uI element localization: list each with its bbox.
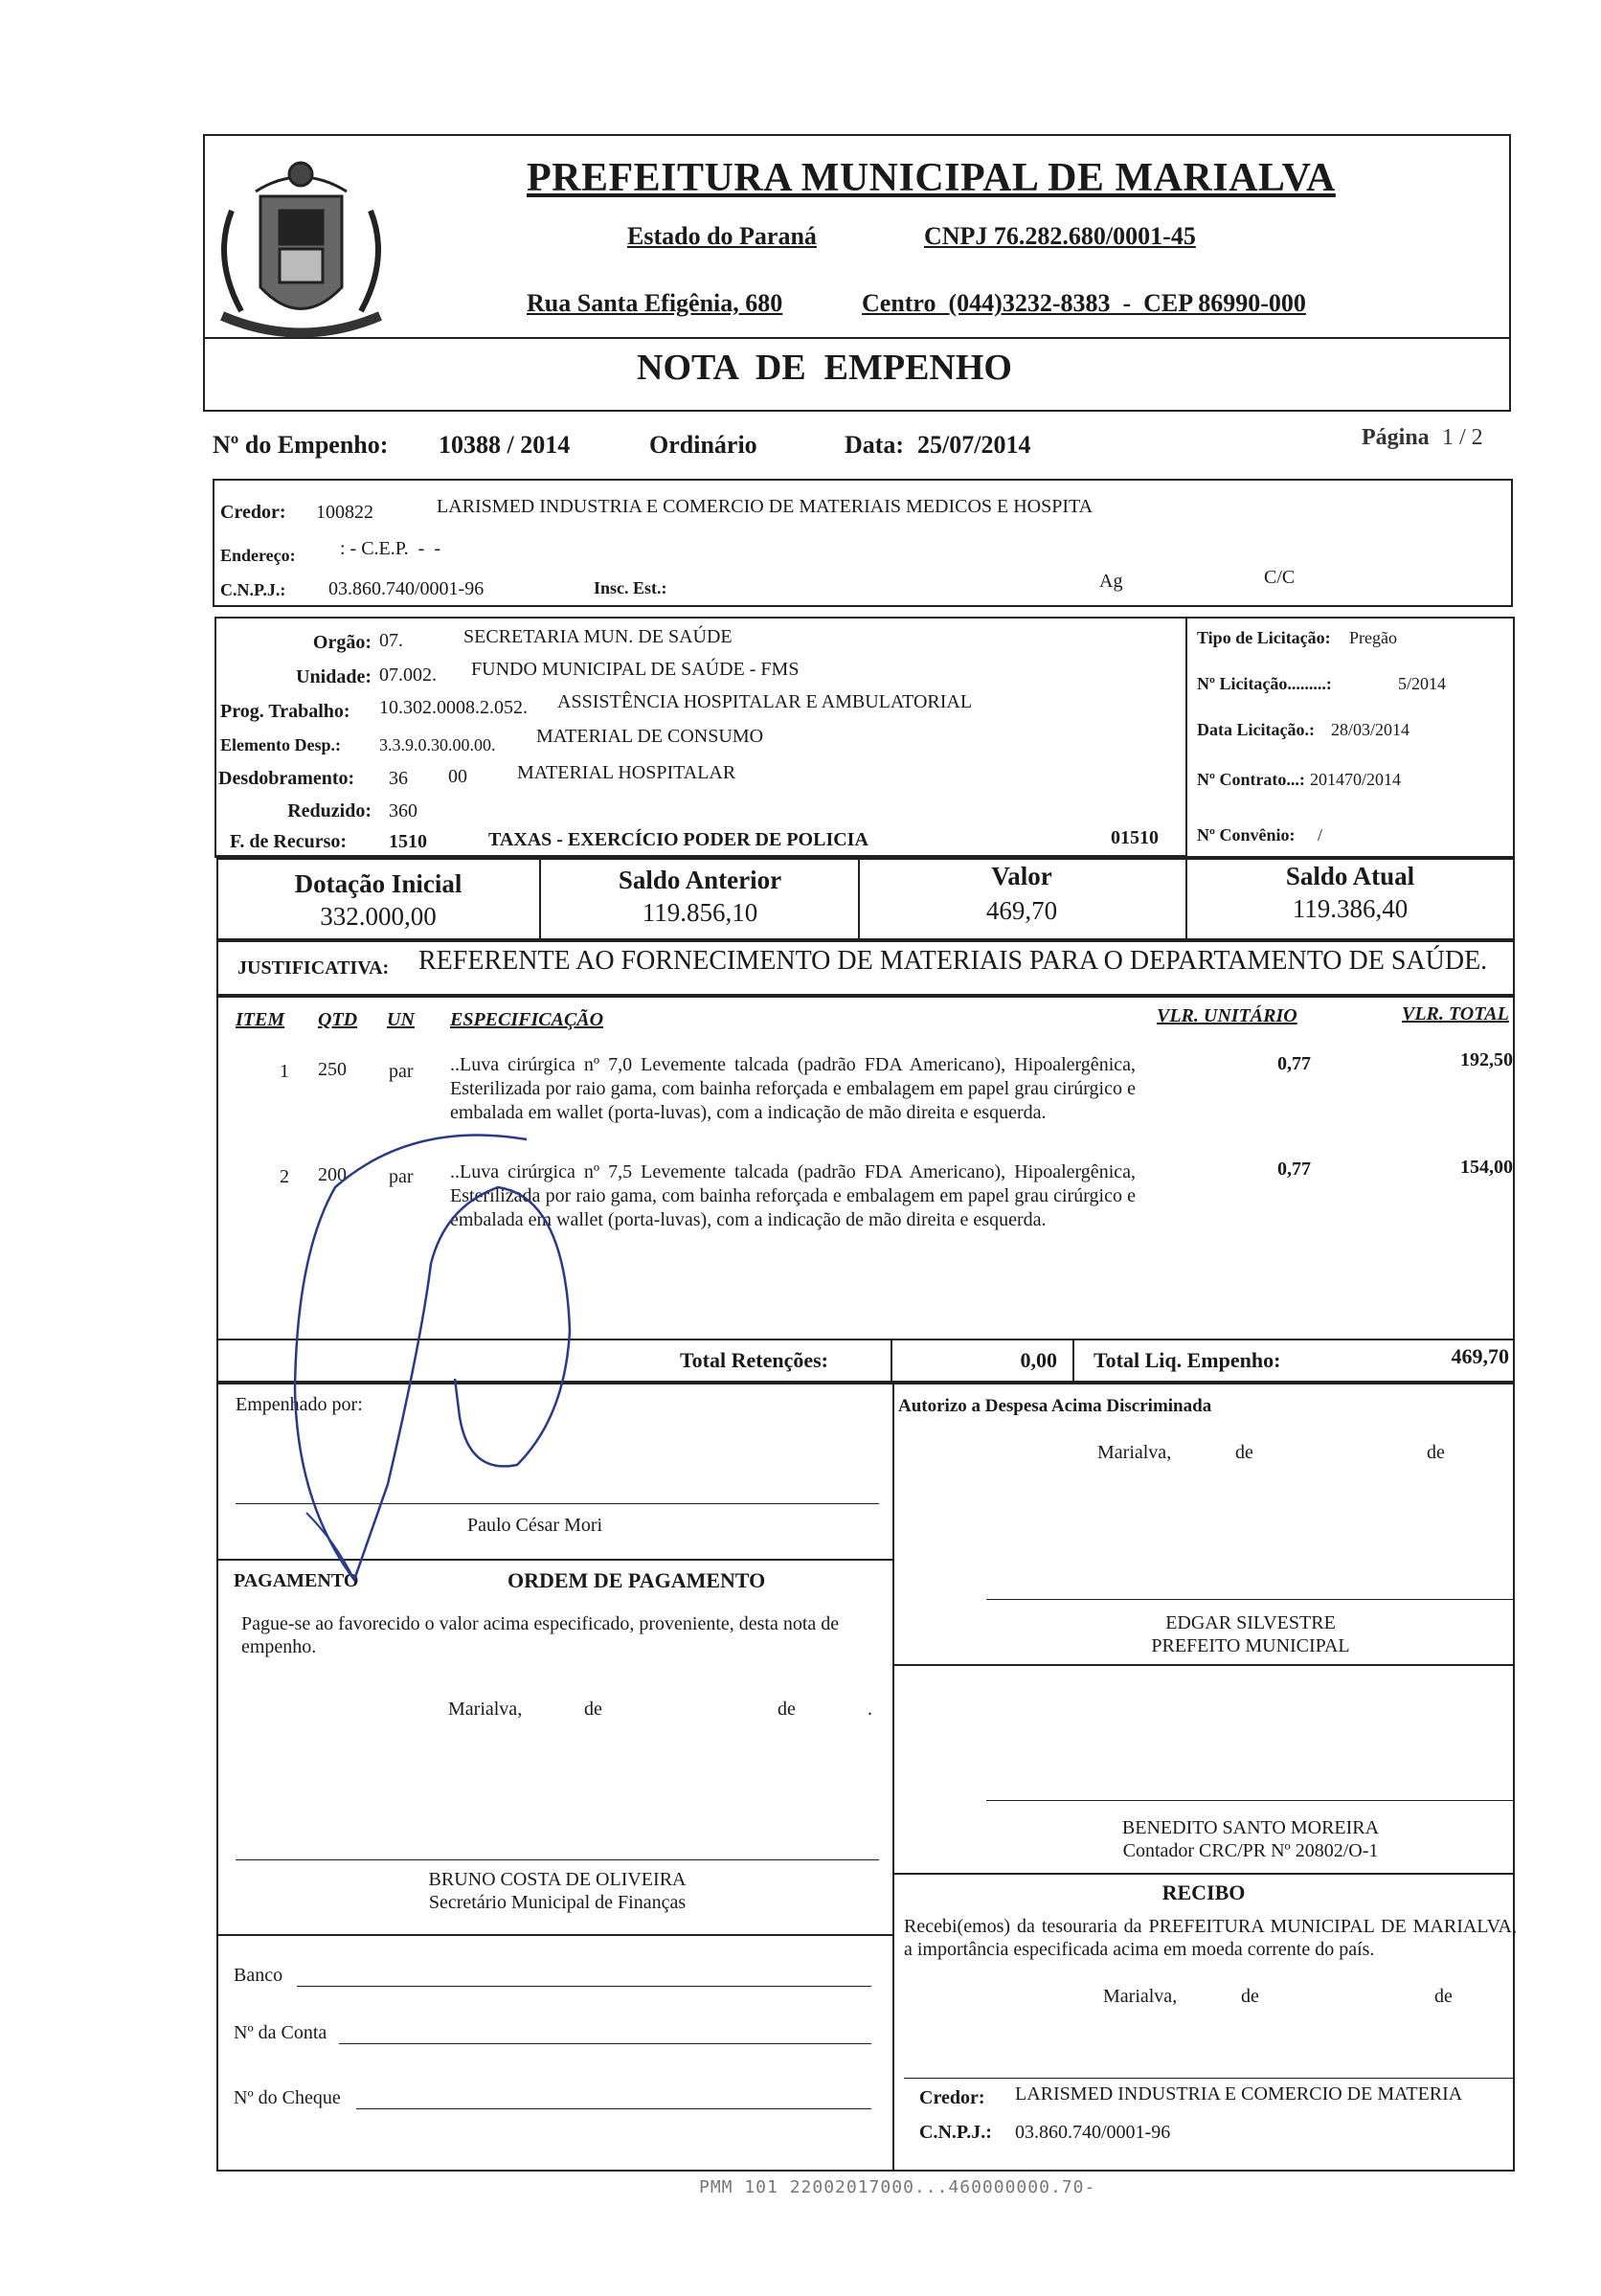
valor-value: 469,70 bbox=[985, 896, 1058, 925]
banco-line bbox=[297, 1986, 871, 1987]
credor-address: : - C.E.P. - - bbox=[340, 538, 440, 559]
row1-total: 192,50 bbox=[1460, 1049, 1513, 1070]
row2-total: 154,00 bbox=[1460, 1157, 1513, 1178]
empenho-type: Ordinário bbox=[649, 431, 757, 459]
doc-title: NOTA DE EMPENHO bbox=[637, 348, 1012, 388]
row2-qtd: 200 bbox=[318, 1164, 347, 1185]
prefeito-sign-line bbox=[986, 1599, 1515, 1600]
empenho-number: 10388 / 2014 bbox=[439, 431, 571, 459]
totals-frame bbox=[216, 1339, 1515, 1383]
pagamento-place: Marialva, bbox=[448, 1699, 523, 1720]
recibo-place: Marialva, bbox=[1103, 1986, 1178, 2007]
recibo-cnpj-label: C.N.P.J.: bbox=[919, 2122, 992, 2143]
elem-label: Elemento Desp.: bbox=[220, 735, 341, 754]
pagamento-de1: de bbox=[584, 1699, 602, 1720]
fonte-num: 01510 bbox=[1111, 827, 1159, 848]
fonte-code: 1510 bbox=[389, 831, 427, 852]
pagamento-label: PAGAMENTO bbox=[234, 1570, 359, 1591]
data-licitacao-label: Data Licitação.: bbox=[1197, 720, 1315, 739]
row2-item: 2 bbox=[280, 1166, 289, 1187]
insc-est-label: Insc. Est.: bbox=[594, 578, 667, 597]
desd-code1: 36 bbox=[389, 768, 408, 789]
tipo-licitacao-label: Tipo de Licitação: bbox=[1197, 628, 1331, 647]
contador-name: BENEDITO SANTO MOREIRA bbox=[1121, 1817, 1380, 1838]
recibo-de2: de bbox=[1434, 1986, 1453, 2007]
elem-name: MATERIAL DE CONSUMO bbox=[536, 726, 764, 747]
header-cnpj: CNPJ 76.282.680/0001-45 bbox=[924, 222, 1196, 250]
credor-name: LARISMED INDUSTRIA E COMERCIO DE MATERIAIS MEDICOS E HOSPITA bbox=[437, 496, 1094, 517]
empenhado-bottom-line bbox=[218, 1559, 892, 1561]
convenio-label: Nº Convênio: bbox=[1197, 825, 1296, 844]
autorizo-de2: de bbox=[1427, 1442, 1445, 1463]
secretario-title: Secretário Municipal de Finanças bbox=[428, 1892, 687, 1913]
contador-bottom-line bbox=[894, 1873, 1513, 1875]
row2-unit: 0,77 bbox=[1277, 1159, 1311, 1180]
prog-name: ASSISTÊNCIA HOSPITALAR E AMBULATORIAL bbox=[557, 691, 973, 712]
row2-un: par bbox=[389, 1166, 414, 1187]
municipal-coat-of-arms-icon bbox=[203, 153, 399, 354]
prefeito-name: EDGAR SILVESTRE bbox=[1165, 1612, 1336, 1633]
desd-label: Desdobramento: bbox=[218, 768, 355, 789]
credor-cnpj: 03.860.740/0001-96 bbox=[328, 578, 485, 599]
col-unit: VLR. UNITÁRIO bbox=[1157, 1005, 1297, 1026]
valor-label: Valor bbox=[991, 862, 1052, 890]
fonte-underline bbox=[216, 855, 1185, 857]
recibo-title: RECIBO bbox=[1161, 1880, 1246, 1904]
dotacao-label: Dotação Inicial bbox=[294, 869, 462, 898]
page-number: 1 / 2 bbox=[1442, 425, 1483, 450]
reduz-label: Reduzido: bbox=[287, 800, 372, 822]
num-licitacao: 5/2014 bbox=[1398, 674, 1447, 693]
col-un: UN bbox=[387, 1009, 415, 1030]
row1-item: 1 bbox=[280, 1061, 289, 1082]
liq-label: Total Liq. Empenho: bbox=[1094, 1348, 1281, 1372]
justificativa-text: REFERENTE AO FORNECIMENTO DE MATERIAIS PARA O DEPARTAMENTO DE SAÚDE. bbox=[418, 946, 1488, 976]
header-address: Rua Santa Efigênia, 680 bbox=[527, 289, 783, 317]
cheque-line bbox=[356, 2108, 871, 2109]
pagamento-de2: de bbox=[778, 1699, 796, 1720]
banco-label: Banco bbox=[234, 1965, 283, 1986]
elem-code: 3.3.9.0.30.00.00. bbox=[379, 735, 496, 754]
pagamento-dot: . bbox=[868, 1699, 872, 1720]
retencoes-value: 0,00 bbox=[1020, 1348, 1057, 1372]
ag-label: Ag bbox=[1099, 571, 1123, 592]
header-divider bbox=[205, 337, 1509, 339]
conta-line bbox=[339, 2043, 871, 2044]
row1-un: par bbox=[389, 1061, 414, 1082]
row1-unit: 0,77 bbox=[1277, 1053, 1311, 1074]
autorizo-place: Marialva, bbox=[1097, 1442, 1172, 1463]
recibo-text: Recebi(emos) da tesouraria da PREFEITURA MUNICIPAL DE MARIALVA, a importância especificada acima em moeda corrente do país. bbox=[904, 1916, 1517, 1960]
pagamento-text: Pague-se ao favorecido o valor acima especificado, proveniente, desta nota de empenho. bbox=[241, 1613, 840, 1657]
prog-label: Prog. Trabalho: bbox=[220, 701, 350, 722]
fonte-name: TAXAS - EXERCÍCIO PODER DE POLICIA bbox=[488, 829, 868, 850]
num-licitacao-label: Nº Licitação.........: bbox=[1197, 674, 1332, 693]
budget-divider bbox=[1185, 619, 1187, 858]
liq-value: 469,70 bbox=[1451, 1344, 1509, 1368]
empenho-date-label: Data: bbox=[845, 431, 905, 459]
credor-code: 100822 bbox=[316, 502, 373, 523]
page-label: Página bbox=[1362, 425, 1430, 450]
contador-sign-line bbox=[986, 1800, 1515, 1801]
saldos-divider-1 bbox=[539, 860, 541, 938]
data-licitacao: 28/03/2014 bbox=[1331, 720, 1410, 739]
prefeito-bottom-line bbox=[894, 1664, 1513, 1666]
contrato: 201470/2014 bbox=[1310, 770, 1402, 789]
credor-cnpj-label: C.N.P.J.: bbox=[220, 580, 286, 599]
recibo-credor-label: Credor: bbox=[919, 2087, 985, 2108]
retencoes-label: Total Retenções: bbox=[680, 1348, 828, 1372]
autorizo-label: Autorizo a Despesa Acima Discriminada bbox=[898, 1396, 1212, 1416]
empenhado-label: Empenhado por: bbox=[236, 1394, 363, 1415]
recibo-cnpj: 03.860.740/0001-96 bbox=[1015, 2122, 1171, 2143]
recibo-de1: de bbox=[1241, 1986, 1259, 2007]
row2-spec: ..Luva cirúrgica nº 7,5 Levemente talcada (padrão FDA Americano), Hipoalergênica, Esterilizada por raio gama, com bainha reforçada e embalagem em papel grau cirúrgico e embalada em wallet (porta-luvas), com a indicação de mão direita e esquerda. bbox=[450, 1161, 1136, 1230]
empenhado-sign-line bbox=[236, 1503, 879, 1504]
secretario-bottom-line bbox=[218, 1934, 892, 1936]
unidade-label: Unidade: bbox=[296, 666, 372, 687]
empenho-date: 25/07/2014 bbox=[917, 431, 1031, 459]
totals-divider-2 bbox=[1072, 1340, 1074, 1381]
col-total: VLR. TOTAL bbox=[1402, 1003, 1509, 1024]
prog-code: 10.302.0008.2.052. bbox=[379, 697, 528, 718]
autorizo-de1: de bbox=[1235, 1442, 1253, 1463]
footer-code: PMM 101 22002017000...460000000.70- bbox=[699, 2177, 1096, 2197]
tipo-licitacao: Pregão bbox=[1349, 628, 1397, 647]
contador-title: Contador CRC/PR Nº 20802/O-1 bbox=[1122, 1840, 1379, 1861]
conta-label: Nº da Conta bbox=[234, 2022, 327, 2043]
recibo-credor-line bbox=[904, 2078, 1513, 2079]
saldo-anterior-value: 119.856,10 bbox=[642, 898, 758, 927]
page-title: PREFEITURA MUNICIPAL DE MARIALVA bbox=[527, 156, 1336, 200]
justificativa-label: JUSTIFICATIVA: bbox=[237, 957, 390, 979]
empenho-label: Nº do Empenho: bbox=[213, 431, 389, 459]
col-qtd: QTD bbox=[318, 1009, 358, 1030]
empenhado-name: Paulo César Mori bbox=[467, 1515, 603, 1536]
contrato-label: Nº Contrato...: bbox=[1197, 770, 1305, 789]
header-contact: Centro (044)3232-8383 - CEP 86990-000 bbox=[862, 289, 1306, 317]
unidade-code: 07.002. bbox=[379, 664, 437, 686]
orgao-label: Orgão: bbox=[312, 632, 372, 653]
convenio: / bbox=[1318, 825, 1323, 844]
row1-qtd: 250 bbox=[318, 1059, 347, 1080]
ordem-pagamento: ORDEM DE PAGAMENTO bbox=[507, 1568, 766, 1592]
prefeito-title: PREFEITO MUNICIPAL bbox=[1151, 1635, 1350, 1656]
desd-code2: 00 bbox=[448, 766, 467, 787]
orgao-name: SECRETARIA MUN. DE SAÚDE bbox=[463, 626, 733, 647]
secretario-sign-line bbox=[236, 1859, 879, 1860]
address-label: Endereço: bbox=[220, 546, 296, 565]
secretario-name: BRUNO COSTA DE OLIVEIRA bbox=[428, 1869, 687, 1890]
saldo-anterior-label: Saldo Anterior bbox=[618, 866, 782, 894]
desd-name: MATERIAL HOSPITALAR bbox=[517, 762, 736, 783]
fonte-label: F. de Recurso: bbox=[230, 831, 348, 852]
cheque-label: Nº do Cheque bbox=[234, 2087, 341, 2108]
credor-label: Credor: bbox=[220, 502, 286, 523]
totals-divider-1 bbox=[891, 1340, 892, 1381]
dotacao-value: 332.000,00 bbox=[320, 902, 437, 931]
orgao-code: 07. bbox=[379, 630, 403, 651]
signatures-frame bbox=[216, 1383, 1515, 2172]
saldo-atual-label: Saldo Atual bbox=[1285, 862, 1415, 890]
col-item: ITEM bbox=[236, 1009, 285, 1030]
reduz-code: 360 bbox=[389, 800, 417, 822]
unidade-name: FUNDO MUNICIPAL DE SAÚDE - FMS bbox=[471, 659, 800, 680]
cc-label: C/C bbox=[1264, 567, 1296, 588]
state-name: Estado do Paraná bbox=[627, 222, 817, 250]
col-spec: ESPECIFICAÇÃO bbox=[450, 1009, 604, 1030]
signatures-divider bbox=[892, 1384, 894, 2172]
row1-spec: ..Luva cirúrgica nº 7,0 Levemente talcada (padrão FDA Americano), Hipoalergênica, Esterilizada por raio gama, com bainha reforçada e embalagem em papel grau cirúrgico e embalada em wallet (porta-luvas), com a indicação de mão direita e esquerda. bbox=[450, 1054, 1136, 1123]
recibo-credor: LARISMED INDUSTRIA E COMERCIO DE MATERIA bbox=[1015, 2083, 1463, 2105]
saldo-atual-value: 119.386,40 bbox=[1292, 894, 1409, 923]
